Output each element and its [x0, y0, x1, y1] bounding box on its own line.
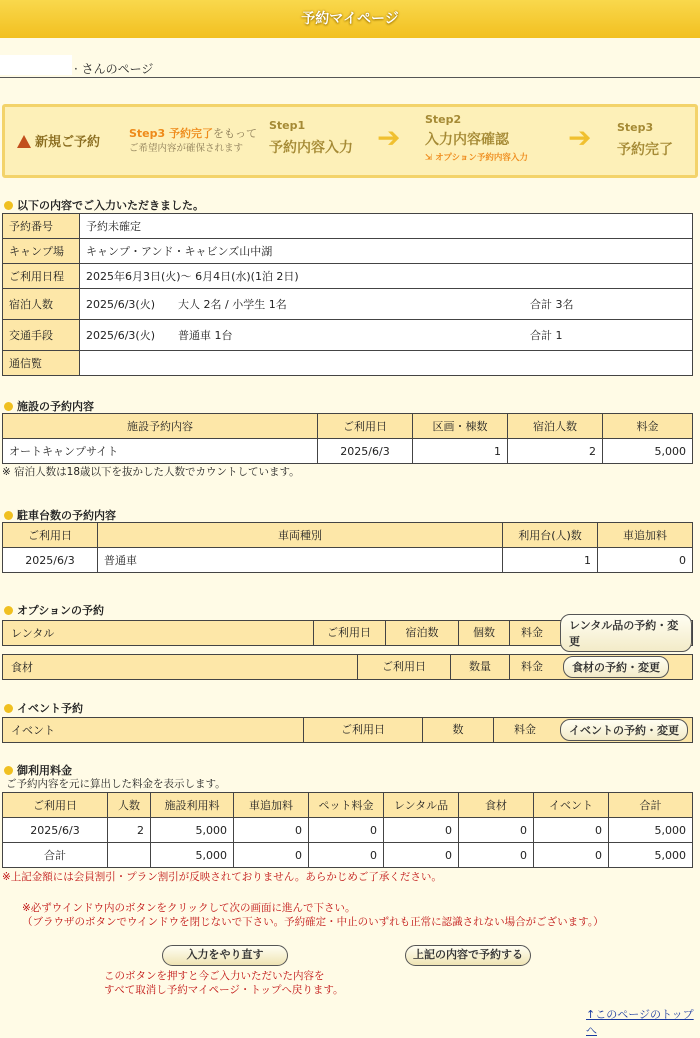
event-date: ご利用日 [303, 718, 422, 742]
table-row: 2025/6/3 2 5,000 0 0 0 0 0 5,000 [3, 818, 693, 843]
guests-total: 合計 3名 [524, 289, 693, 320]
rental-count: 個数 [458, 621, 509, 645]
facility-note: ※ 宿泊人数は18歳以下を抜かした人数でカウントしています。 [2, 466, 300, 478]
guests-date: 2025/6/3(火) [80, 289, 173, 320]
label-guests: 宿泊人数 [3, 289, 80, 320]
col-date: ご利用日 [3, 523, 98, 548]
transport-detail: 普通車 1台 [172, 320, 524, 351]
comm-value [80, 351, 693, 376]
dates-value: 2025年6月3日(火)～ 6月4日(水)(1泊 2日) [80, 264, 693, 289]
bullet-icon [4, 201, 13, 210]
total-row: 合計 5,000 0 0 0 0 0 5,000 [3, 843, 693, 868]
col-date: ご利用日 [3, 793, 108, 818]
food-qty: 数量 [450, 655, 509, 679]
step2-name: 入力内容確認 [425, 132, 509, 148]
step2-sub: ⇲ オプション予約内容入力 [425, 153, 528, 163]
label-dates: ご利用日程 [3, 264, 80, 289]
food-reserve-button[interactable]: 食材の予約・変更 [563, 656, 669, 678]
facility-table [2, 413, 693, 464]
col-guests: 宿泊人数 [508, 414, 603, 439]
bullet-icon [4, 511, 13, 520]
event-count: 数 [422, 718, 493, 742]
warning-line1: ※必ずウインドウ内のボタンをクリックして次の画面に進んで下さい。 [22, 902, 356, 914]
rental-label: レンタル [11, 627, 55, 640]
col-rental: レンタル品 [384, 793, 459, 818]
page-top-link[interactable]: ↑このページのトップへ [586, 1008, 694, 1037]
label-reservation-no: 予約番号 [3, 214, 80, 239]
food-label: 食材 [11, 661, 33, 674]
col-vehicle-type: 車両種別 [98, 523, 503, 548]
col-pet-fee: ペット料金 [309, 793, 384, 818]
bullet-icon [4, 766, 13, 775]
col-extra-fee: 車追加料 [598, 523, 693, 548]
warning-line2: （ブラウザのボタンでウインドウを閉じないで下さい。予約確定・中止のいずれも正常に認識されない場合がございます。） [22, 916, 604, 928]
table-row: 2025/6/3 普通車 1 0 [3, 548, 693, 573]
label-comm: 通信覧 [3, 351, 80, 376]
label-transport: 交通手段 [3, 320, 80, 351]
table-row: オートキャンプサイト 2025/6/3 1 2 5,000 [3, 439, 693, 464]
step1-name: 予約内容入力 [269, 140, 353, 156]
label-campsite: キャンプ場 [3, 239, 80, 264]
page-title: 予約マイページ [301, 11, 399, 27]
transport-date: 2025/6/3(火) [80, 320, 173, 351]
redo-note-line1: このボタンを押すと今ご入力いただいた内容を [104, 970, 325, 982]
page-header [0, 0, 700, 38]
user-page-label: · さんのページ [74, 62, 154, 76]
col-food: 食材 [459, 793, 534, 818]
parking-heading: 駐車台数の予約内容 [4, 507, 116, 523]
col-car-fee: 車追加料 [234, 793, 309, 818]
charges-note: ※上記金額には会員割引・プラン割引が反映されておりません。あらかじめご了承ください。 [2, 871, 442, 883]
food-bar [2, 654, 693, 680]
event-heading: イベント予約 [4, 700, 83, 716]
bullet-icon [4, 704, 13, 713]
reservation-no-value: 予約未確定 [80, 214, 693, 239]
facility-heading: 施設の予約内容 [4, 398, 94, 414]
confirm-reservation-button[interactable]: 上記の内容で予約する [405, 945, 531, 966]
col-facility: 施設予約内容 [3, 414, 318, 439]
food-fee: 料金 [509, 655, 554, 679]
event-reserve-button[interactable]: イベントの予約・変更 [560, 719, 688, 741]
event-label: イベント [11, 724, 55, 737]
campsite-value: キャンプ・アンド・キャビンズ山中湖 [80, 239, 693, 264]
event-bar [2, 717, 693, 743]
step-banner [2, 104, 698, 178]
step1-label: Step1 [269, 119, 306, 132]
summary-heading: 以下の内容でご入力いただきました。 [4, 197, 204, 213]
guests-detail: 大人 2名 / 小学生 1名 [172, 289, 524, 320]
transport-total: 合計 1 [524, 320, 693, 351]
rental-nights: 宿泊数 [385, 621, 458, 645]
col-facility-fee: 施設利用料 [151, 793, 234, 818]
corner-arrow-icon: ⇲ [425, 153, 436, 163]
rental-date: ご利用日 [313, 621, 384, 645]
user-name-masked [0, 55, 72, 75]
col-fee: 料金 [603, 414, 693, 439]
bullet-icon [4, 606, 13, 615]
step3-name: 予約完了 [617, 142, 673, 158]
redo-note-line2: すべて取消し予約マイページ・トップへ戻ります。 [104, 984, 344, 996]
options-heading: オプションの予約 [4, 602, 104, 618]
col-total: 合計 [609, 793, 693, 818]
rental-reserve-button[interactable]: レンタル品の予約・変更 [560, 614, 692, 652]
col-event: イベント [534, 793, 609, 818]
bullet-icon [4, 402, 13, 411]
step-note: Step3 予約完了をもって [129, 127, 257, 140]
step2-label: Step2 [425, 113, 462, 126]
arrow-right-icon: ➔ [568, 121, 592, 154]
charges-table [2, 792, 693, 868]
new-reserve-label: 新規ご予約 [17, 131, 100, 150]
tent-icon [17, 135, 31, 148]
charges-heading: 御利用料金 [4, 762, 72, 778]
event-fee: 料金 [493, 718, 556, 742]
col-units: 区画・棟数 [413, 414, 508, 439]
parking-table [2, 522, 693, 573]
food-date: ご利用日 [357, 655, 450, 679]
arrow-right-icon: ➔ [377, 121, 401, 154]
col-date: ご利用日 [318, 414, 413, 439]
redo-button[interactable]: 入力をやり直す [162, 945, 288, 966]
summary-table [2, 213, 693, 376]
rental-fee: 料金 [509, 621, 554, 645]
step-note-line2: ご希望内容が確保されます [129, 143, 244, 154]
col-persons: 人数 [108, 793, 151, 818]
step3-label: Step3 [617, 121, 654, 134]
charges-sub: ご予約内容を元に算出した料金を表示します。 [6, 778, 226, 790]
rental-bar [2, 620, 693, 646]
col-count: 利用台(人)数 [503, 523, 598, 548]
